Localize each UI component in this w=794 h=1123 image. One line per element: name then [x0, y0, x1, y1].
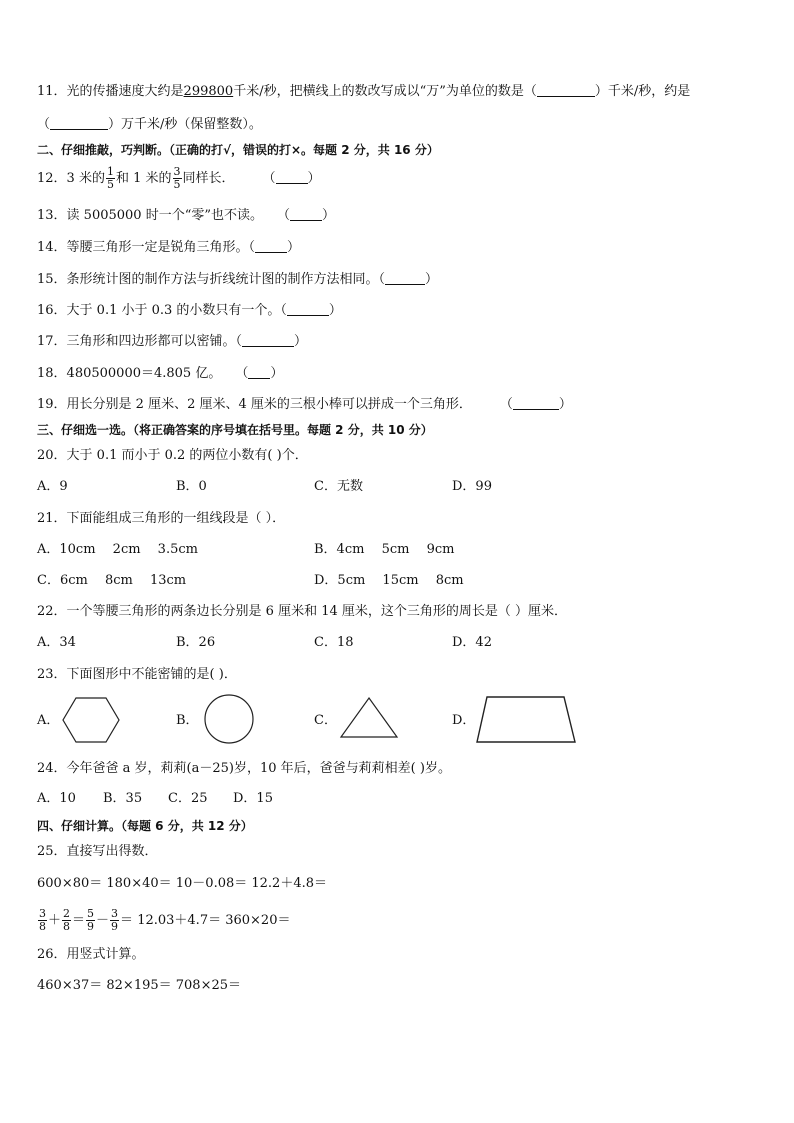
q25-fraction-3-numerator: 5 [87, 907, 95, 920]
q22-option-c[interactable]: C．18 [314, 635, 354, 650]
q25-fraction-3-denominator: 9 [87, 920, 95, 933]
q12-text-b: 和 1 米的 [115, 171, 172, 186]
q13-text: 13．读 5005000 时一个“零”也不读。 [37, 208, 263, 223]
q18-open-paren: （ [235, 366, 249, 381]
q20-option-a[interactable]: A．9 [37, 479, 68, 494]
q23-option-b[interactable]: B． [176, 713, 199, 728]
q14-answer-blank[interactable] [255, 240, 287, 253]
q25-fraction-4-denominator: 9 [111, 920, 119, 933]
q12-close-paren: ） [307, 171, 321, 186]
q25-op-equals-1: ＝ [72, 913, 86, 928]
q25-op-minus: － [96, 913, 110, 928]
question-15 [37, 272, 438, 288]
q25-fraction-4 [110, 908, 119, 933]
q24-option-b[interactable]: B．35 [103, 791, 143, 806]
q20-option-b[interactable]: B．0 [176, 479, 207, 494]
q25-op-equals-2: ＝ [120, 913, 134, 928]
question-12 [37, 166, 321, 191]
q25-fraction-1-denominator: 8 [39, 920, 46, 933]
question-21: 21．下面能组成三角形的一组线段是（ ）． [37, 511, 286, 526]
question-14 [37, 240, 300, 256]
q16-close-paren: ） [328, 303, 342, 318]
q11-text-e: ）万千米/秒（保留整数）。 [108, 117, 262, 132]
q12-text-c: 同样长． [182, 171, 235, 186]
q14-close-paren: ） [287, 240, 301, 255]
q11-text-c: ）千米/秒，约是 [594, 84, 691, 99]
q25-fraction-1-numerator: 3 [39, 907, 46, 920]
q19-close-paren: ） [558, 397, 572, 412]
q18-answer-blank[interactable] [248, 366, 270, 379]
q12-fraction-1-numerator: 1 [106, 165, 114, 178]
q11-text-b: 千米/秒，把横线上的数改写成以“万”为单位的数是（ [233, 84, 537, 99]
q18-close-paren: ） [270, 366, 284, 381]
trapezoid-shape [476, 696, 576, 744]
q14-text: 14．等腰三角形一定是锐角三角形。（ [37, 240, 256, 255]
q11-text-d: （ [37, 117, 51, 132]
q25-fraction-2 [62, 908, 71, 933]
q23-option-d[interactable]: D． [452, 713, 476, 728]
q11-text-a: 11．光的传播速度大约是 [37, 84, 184, 99]
q12-fraction-1 [106, 166, 115, 191]
question-13 [37, 208, 335, 224]
q19-open-paren: （ [499, 397, 513, 412]
q25-fraction-2-numerator: 2 [63, 907, 71, 920]
q12-fraction-1-denominator: 5 [106, 178, 114, 191]
q19-text: 19．用长分别是 2 厘米、2 厘米、4 厘米的三根小棒可以拼成一个三角形． [37, 397, 472, 412]
q25-fraction-3 [86, 908, 95, 933]
q24-option-a[interactable]: A．10 [37, 791, 76, 806]
q12-fraction-2 [173, 166, 182, 191]
q22-option-d[interactable]: D．42 [452, 635, 492, 650]
q16-answer-blank[interactable] [287, 303, 329, 316]
circle-shape [204, 694, 254, 744]
q24-option-c[interactable]: C．25 [168, 791, 208, 806]
question-25: 25．直接写出得数． [37, 844, 158, 859]
q12-fraction-2-denominator: 5 [173, 178, 181, 191]
q11-underlined-number: 299800 [183, 84, 234, 99]
question-20: 20．大于 0.1 而小于 0.2 的两位小数有( )个． [37, 448, 308, 463]
section-4-title: 四、仔细计算。（每题 6 分，共 12 分） [37, 819, 253, 833]
q15-answer-blank[interactable] [385, 272, 425, 285]
q15-text: 15．条形统计图的制作方法与折线统计图的制作方法相同。（ [37, 272, 386, 287]
q12-answer-blank[interactable] [276, 171, 308, 184]
q25-op-plus: ＋ [48, 913, 62, 928]
q25-fraction-2-denominator: 8 [63, 920, 71, 933]
q21-option-c[interactable]: C．6cm 8cm 13cm [37, 573, 187, 588]
question-26: 26．用竖式计算。 [37, 947, 145, 962]
q20-option-c[interactable]: C．无数 [314, 479, 363, 494]
q21-option-d[interactable]: D．5cm 15cm 8cm [314, 573, 464, 588]
q13-close-paren: ） [322, 208, 336, 223]
q24-option-d[interactable]: D．15 [233, 791, 273, 806]
section-3-title: 三、仔细选一选。（将正确答案的序号填在括号里。每题 2 分，共 10 分） [37, 423, 433, 437]
q19-answer-blank[interactable] [513, 397, 559, 410]
q26-row: 460×37＝ 82×195＝ 708×25＝ [37, 978, 242, 993]
q16-text: 16．大于 0.1 小于 0.3 的小数只有一个。（ [37, 303, 287, 318]
question-19 [37, 397, 572, 413]
q20-option-d[interactable]: D．99 [452, 479, 492, 494]
q11-answer-blank-2[interactable] [50, 117, 108, 130]
q12-text-a: 12．3 米的 [37, 171, 105, 186]
question-11-line-2 [37, 117, 262, 133]
hexagon-shape [62, 697, 120, 743]
q22-option-b[interactable]: B．26 [176, 635, 216, 650]
q25-row-2-rest: 12.03＋4.7＝ 360×20＝ [133, 913, 291, 928]
q13-answer-blank[interactable] [290, 208, 322, 221]
q22-option-a[interactable]: A．34 [37, 635, 76, 650]
q17-close-paren: ） [294, 334, 308, 349]
q21-option-b[interactable]: B．4cm 5cm 9cm [314, 542, 455, 557]
section-2-title: 二、仔细推敲，巧判断。（正确的打√，错误的打×。每题 2 分，共 16 分） [37, 143, 439, 157]
q23-option-a[interactable]: A． [37, 713, 60, 728]
q25-row-1: 600×80＝ 180×40＝ 10－0.08＝ 12.2＋4.8＝ [37, 876, 327, 891]
q12-open-paren: （ [262, 171, 276, 186]
q12-fraction-2-numerator: 3 [173, 165, 181, 178]
question-11-line-1 [37, 84, 690, 100]
question-16 [37, 303, 342, 319]
triangle-shape [340, 697, 398, 739]
q23-option-c[interactable]: C． [314, 713, 337, 728]
q17-text: 17．三角形和四边形都可以密铺。（ [37, 334, 243, 349]
q11-answer-blank-1[interactable] [537, 84, 595, 97]
q25-fraction-1 [38, 908, 47, 933]
q13-open-paren: （ [277, 208, 291, 223]
question-23: 23．下面图形中不能密铺的是( )． [37, 667, 237, 682]
q25-row-2 [37, 908, 290, 933]
question-17 [37, 334, 307, 350]
question-22: 22．一个等腰三角形的两条边长分别是 6 厘米和 14 厘米，这个三角形的周长是（ ）厘米． [37, 604, 568, 619]
question-24: 24．今年爸爸 a 岁，莉莉(a－25)岁，10 年后，爸爸与莉莉相差( )岁。 [37, 761, 451, 776]
question-18 [37, 366, 283, 382]
q17-answer-blank[interactable] [242, 334, 294, 347]
q25-fraction-4-numerator: 3 [111, 907, 119, 920]
q21-option-a[interactable]: A．10cm 2cm 3.5cm [37, 542, 198, 557]
q15-close-paren: ） [425, 272, 439, 287]
q18-text: 18．480500000＝4.805 亿。 [37, 366, 222, 381]
